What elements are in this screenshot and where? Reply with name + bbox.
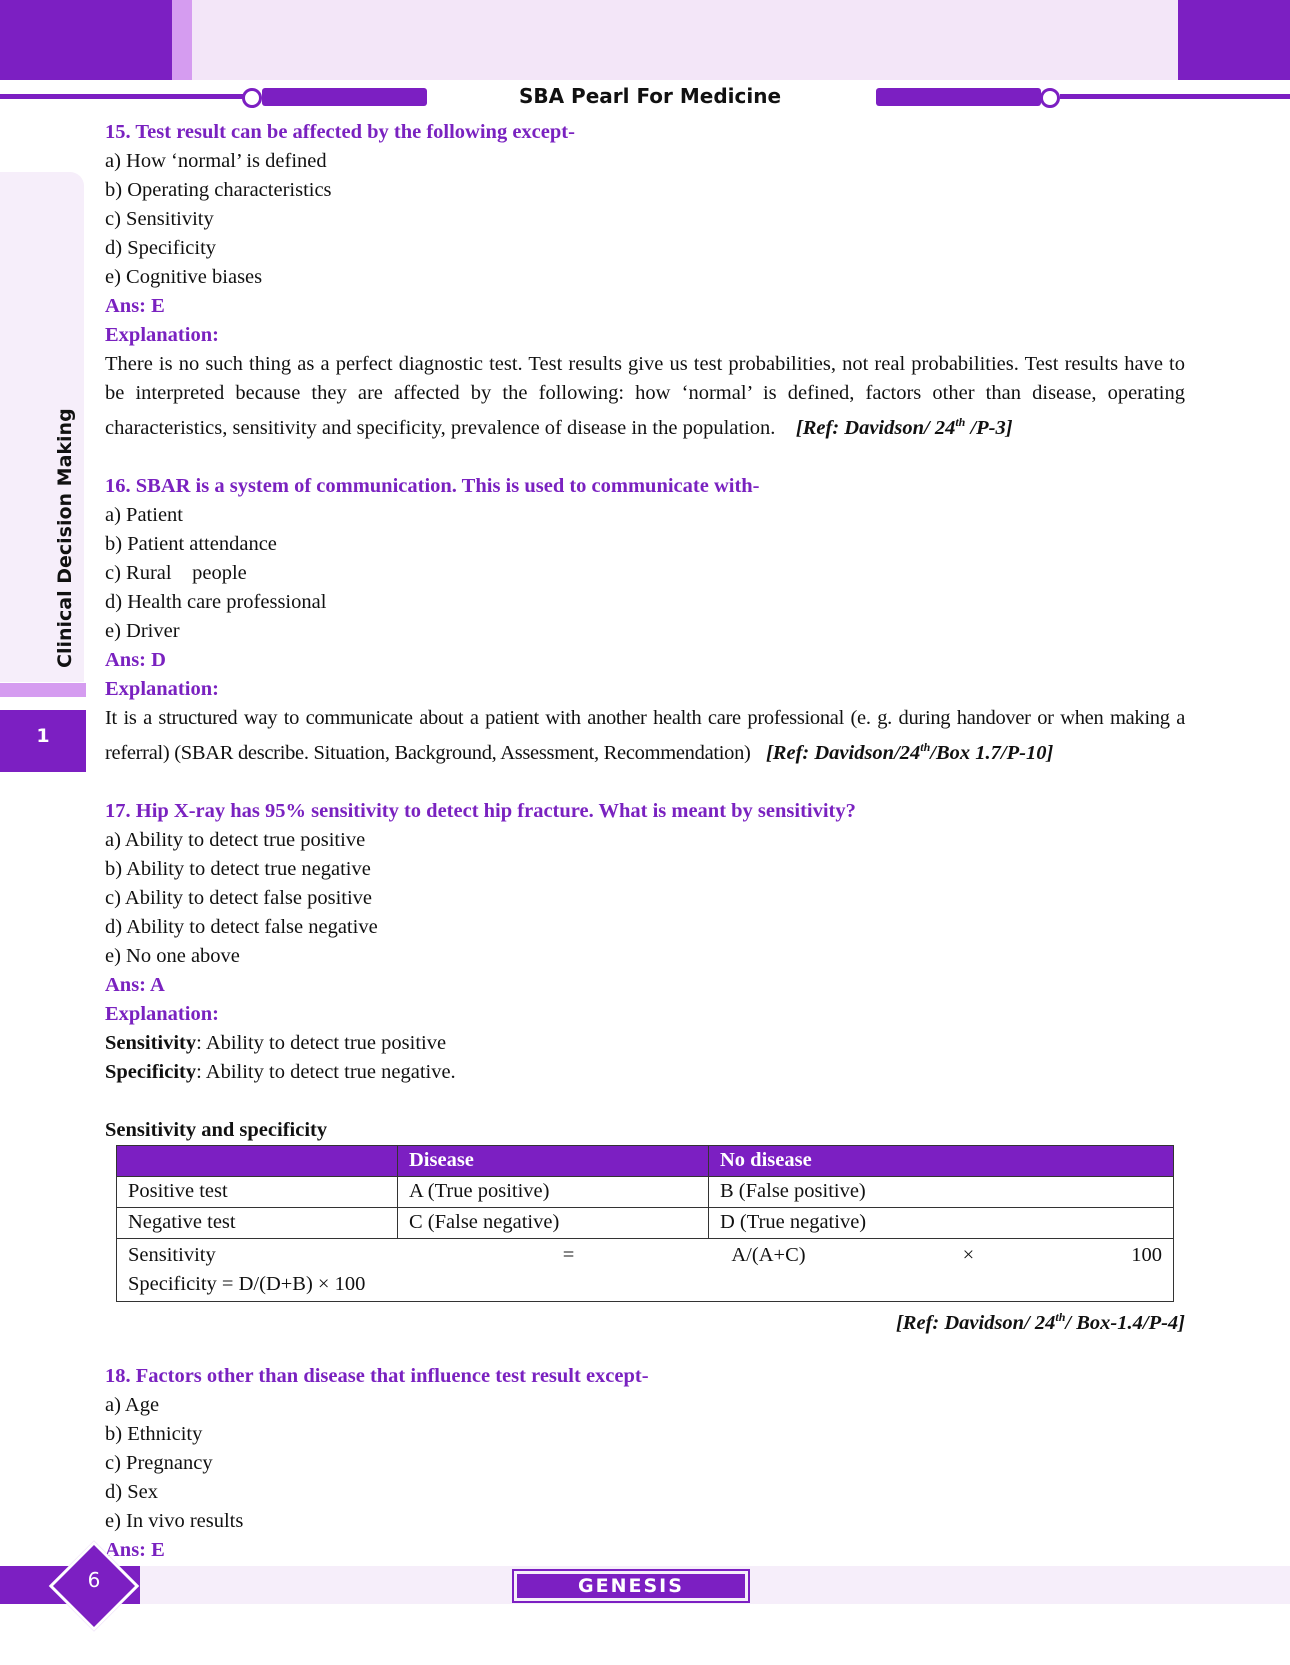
logo-text: GENESIS bbox=[517, 1574, 745, 1598]
sensitivity-specificity-table bbox=[116, 1145, 1174, 1302]
header-block-left bbox=[0, 0, 172, 80]
running-header-title: SBA Pearl For Medicine bbox=[518, 84, 782, 108]
reference: [Ref: Davidson/ 24th /P-3] bbox=[795, 415, 1013, 439]
header-band bbox=[0, 0, 1290, 80]
option: c) Ability to detect false positive bbox=[105, 886, 373, 909]
option: e) In vivo results bbox=[105, 1510, 244, 1533]
header-pill-left bbox=[262, 88, 427, 106]
question-16: 16. SBAR is a system of communication. This is used to communicate with- bbox=[105, 474, 760, 497]
answer-15: Ans: E bbox=[105, 295, 165, 317]
question-18: 18. Factors other than disease that influence test result except- bbox=[105, 1365, 649, 1388]
genesis-logo bbox=[512, 1569, 750, 1603]
option: e) Cognitive biases bbox=[105, 266, 263, 288]
explanation-label: Explanation: bbox=[105, 324, 219, 346]
explanation-label: Explanation: bbox=[105, 1002, 219, 1025]
table-row bbox=[117, 1176, 1174, 1207]
option: d) Ability to detect false negative bbox=[105, 915, 378, 938]
option: c) Pregnancy bbox=[105, 1452, 213, 1475]
table-reference: [Ref: Davidson/ 24th/ Box-1.4/P-4] bbox=[895, 1310, 1185, 1335]
page-number: 6 bbox=[87, 1568, 101, 1592]
table-cell: A (True positive) bbox=[398, 1176, 709, 1207]
table-cell: Positive test bbox=[117, 1176, 398, 1207]
option: a) Patient bbox=[105, 503, 183, 526]
header-block-right bbox=[1178, 0, 1290, 80]
page-content bbox=[105, 118, 1185, 1565]
sensitivity-definition: Sensitivity: Ability to detect true positive bbox=[105, 1031, 447, 1054]
option: d) Health care professional bbox=[105, 590, 327, 613]
table-formula-row bbox=[117, 1238, 1174, 1301]
explanation-16 bbox=[105, 704, 1185, 768]
explanation-text: It is a structured way to communicate about a patient with another health care professional (e. g. during handover or when making a referral) (SBAR describe. Situation, Background, Assessment, Recommendation) bbox=[105, 706, 1185, 764]
option: e) No one above bbox=[105, 944, 240, 967]
option: b) Operating characteristics bbox=[105, 179, 332, 201]
specificity-definition: Specificity: Ability to detect true negative. bbox=[105, 1060, 456, 1083]
table-header-row bbox=[117, 1145, 1174, 1176]
header-stripe-left bbox=[172, 0, 192, 80]
table-cell: Negative test bbox=[117, 1207, 398, 1238]
header-dot-right bbox=[1040, 88, 1060, 108]
option: e) Driver bbox=[105, 619, 180, 642]
table-header-cell: No disease bbox=[709, 1145, 1174, 1176]
option: b) Patient attendance bbox=[105, 532, 277, 555]
table-header-cell bbox=[117, 1145, 398, 1176]
side-tab-stripe bbox=[0, 683, 86, 697]
option: d) Specificity bbox=[105, 237, 217, 259]
table-cell: C (False negative) bbox=[398, 1207, 709, 1238]
question-17: 17. Hip X-ray has 95% sensitivity to detect hip fracture. What is meant by sensitivity? bbox=[105, 799, 856, 822]
table-row bbox=[117, 1207, 1174, 1238]
sensitivity-formula: Sensitivity = A/(A+C) × 100 bbox=[128, 1243, 1162, 1266]
header-pill-right bbox=[876, 88, 1041, 106]
header-dot-left bbox=[242, 88, 262, 108]
header-rule-left bbox=[0, 94, 245, 99]
explanation-text: There is no such thing as a perfect diagnostic test. Test results give us test probabilities, not real probabilities. Test results have to be interpreted because they are affected by the following: how ‘normal’ is defined, factors other than disease, operating characteristics, sensitivity and specificity, prevalence of disease in the population. bbox=[105, 353, 1185, 439]
header-rule-right bbox=[1060, 94, 1290, 99]
explanation-15 bbox=[105, 350, 1185, 443]
table-cell: D (True negative) bbox=[709, 1207, 1174, 1238]
table-title: Sensitivity and specificity bbox=[105, 1118, 328, 1141]
option: a) How ‘normal’ is defined bbox=[105, 150, 327, 172]
option: d) Sex bbox=[105, 1481, 158, 1504]
table-header-cell: Disease bbox=[398, 1145, 709, 1176]
specificity-formula: Specificity = D/(D+B) × 100 bbox=[128, 1272, 366, 1295]
chapter-title: Clinical Decision Making bbox=[54, 408, 76, 668]
table-cell: B (False positive) bbox=[709, 1176, 1174, 1207]
chapter-number: 1 bbox=[0, 710, 86, 772]
option: b) Ability to detect true negative bbox=[105, 857, 371, 880]
answer-18: Ans: E bbox=[105, 1539, 165, 1562]
option: b) Ethnicity bbox=[105, 1423, 203, 1446]
answer-17: Ans: A bbox=[105, 973, 165, 996]
explanation-label: Explanation: bbox=[105, 677, 219, 700]
option: c) Sensitivity bbox=[105, 208, 214, 230]
question-15: 15. Test result can be affected by the following except- bbox=[105, 121, 575, 143]
formula-cell bbox=[117, 1238, 1174, 1301]
answer-16: Ans: D bbox=[105, 648, 166, 671]
option: c) Rural people bbox=[105, 561, 247, 584]
reference: [Ref: Davidson/24th/Box 1.7/P-10] bbox=[765, 739, 1054, 764]
option: a) Ability to detect true positive bbox=[105, 828, 366, 851]
option: a) Age bbox=[105, 1394, 160, 1417]
